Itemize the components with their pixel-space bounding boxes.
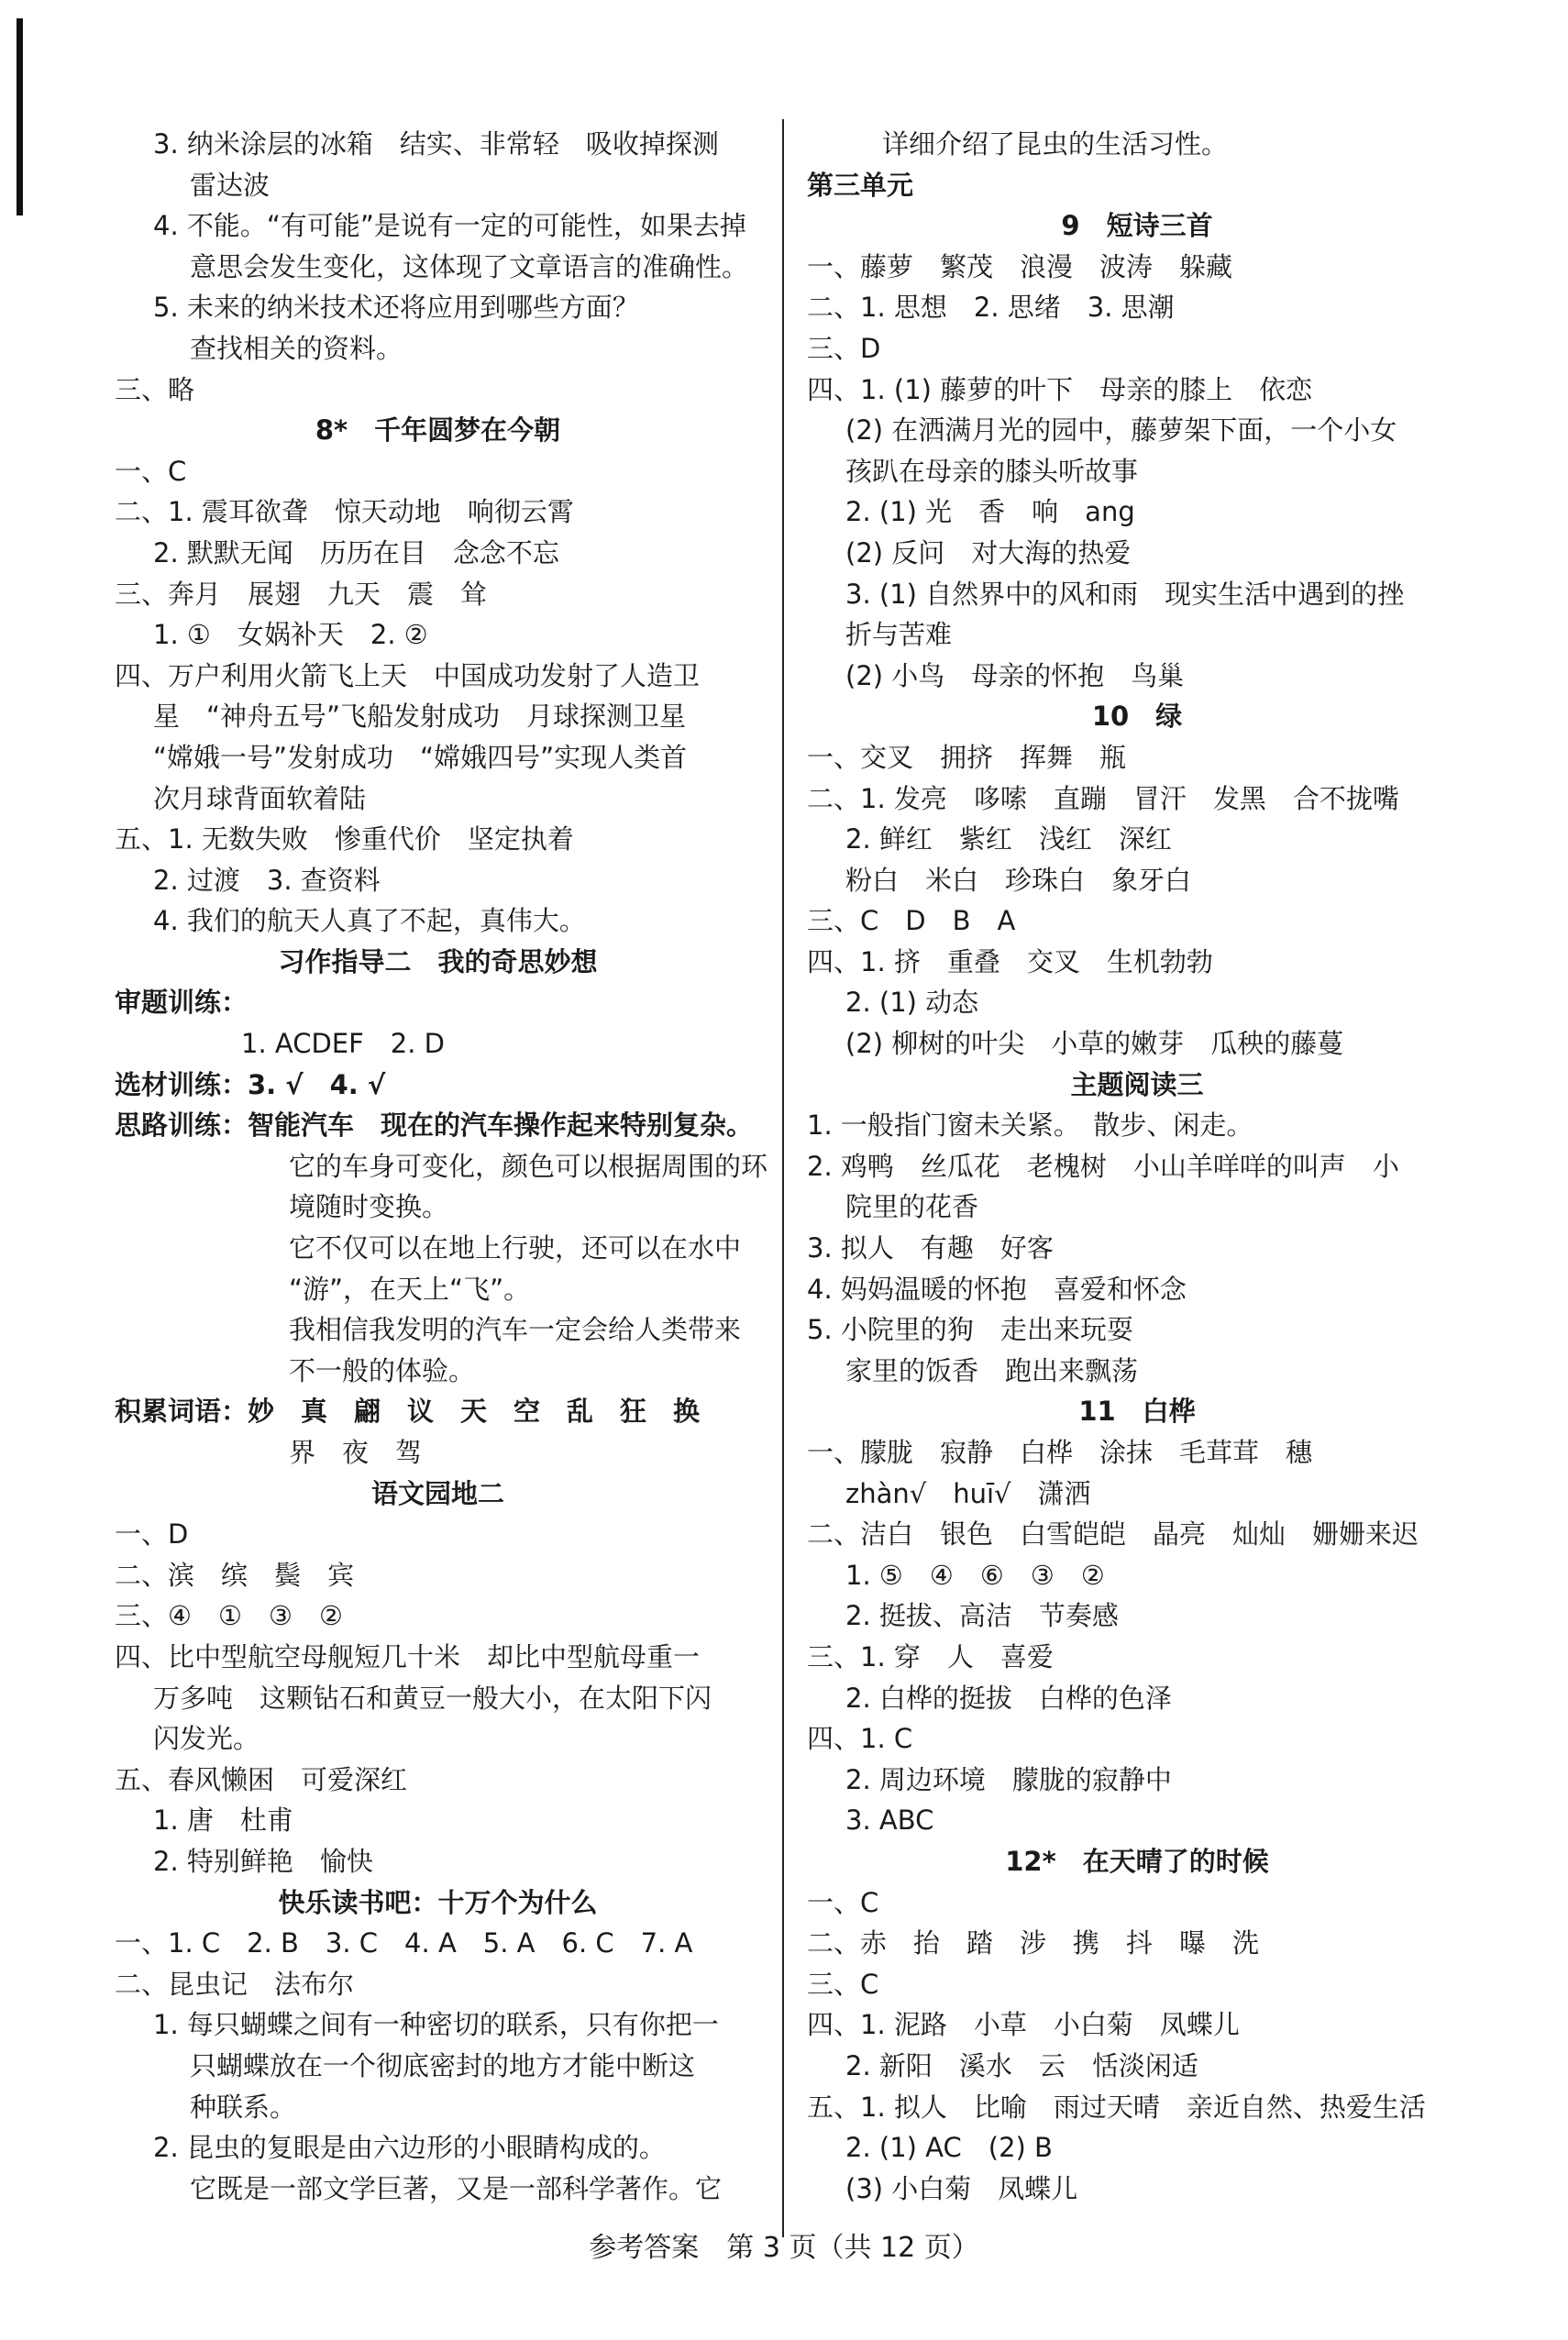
- left-column-line: 只蝴蝶放在一个彻底密封的地方才能中断这: [190, 2049, 696, 2081]
- right-column-line: 二、1. 思想 2. 思绪 3. 思潮: [807, 292, 1175, 324]
- right-column-line: 二、1. 发亮 哆嗦 直蹦 冒汗 发黑 合不拢嘴: [807, 782, 1399, 814]
- left-column-line: 习作指导二 我的奇思妙想: [278, 945, 598, 977]
- left-column-line: 闪发光。: [153, 1723, 260, 1755]
- left-column-line: “嫦娥一号”发射成功 “嫦娥四号”实现人类首: [153, 741, 688, 773]
- left-column-line: 二、1. 震耳欲聋 惊天动地 响彻云霄: [115, 496, 574, 528]
- right-column-line: 一、C: [807, 1886, 879, 1918]
- left-column-line: 审题训练：: [115, 987, 248, 1019]
- left-column-line: 2. 特别鲜艳 愉快: [153, 1845, 373, 1877]
- left-column-line: 二、昆虫记 法布尔: [115, 1968, 355, 2000]
- right-column-line: 三、D: [807, 332, 881, 364]
- right-column-line: 一、朦胧 寂静 白桦 涂抹 毛茸茸 穗: [807, 1437, 1313, 1468]
- right-column-line: 5. 小院里的狗 走出来玩耍: [807, 1314, 1133, 1346]
- right-column-line: 12* 在天晴了的时候: [1005, 1845, 1269, 1877]
- left-column-line: 种联系。: [190, 2091, 297, 2123]
- page-edge-bar: [17, 18, 23, 215]
- right-column-line: 主题阅读三: [1070, 1068, 1204, 1100]
- left-column-line: 1. ACDEF 2. D: [241, 1028, 446, 1060]
- right-column-line: zhàn√ huī√ 潇洒: [845, 1477, 1091, 1509]
- right-column-line: 详细介绍了昆虫的生活习性。: [882, 128, 1229, 160]
- left-column: [115, 124, 768, 2209]
- right-column-line: 粉白 米白 珍珠白 象牙白: [845, 864, 1192, 896]
- left-column-line: 2. 昆虫的复眼是由六边形的小眼睛构成的。: [153, 2132, 666, 2164]
- left-column-line: 4. 不能。“有可能”是说有一定的可能性，如果去掉: [153, 210, 746, 242]
- left-column-line: 3. 纳米涂层的冰箱 结实、非常轻 吸收掉探测: [153, 128, 719, 160]
- left-column-line: 不一般的体验。: [289, 1354, 476, 1386]
- right-column-line: (2) 在洒满月光的园中，藤萝架下面，一个小女: [845, 414, 1397, 447]
- right-column-line: 2. (1) AC (2) B: [845, 2132, 1053, 2164]
- right-column-line: 四、1. (1) 藤萝的叶下 母亲的膝上 依恋: [807, 373, 1313, 405]
- right-column-line: 1. 一般指门窗未关紧。 散步、闲走。: [807, 1109, 1253, 1142]
- right-column-line: 2. (1) 光 香 响 ang: [845, 496, 1135, 528]
- right-column-line: 第三单元: [807, 169, 914, 201]
- left-column-line: 1. 每只蝴蝶之间有一种密切的联系，只有你把一: [153, 2009, 719, 2041]
- left-column-line: 快乐读书吧：十万个为什么: [278, 1886, 598, 1918]
- right-column-line: 9 短诗三首: [1061, 210, 1213, 242]
- left-column-line: 雷达波: [190, 169, 271, 201]
- right-column-line: 三、1. 穿 人 喜爱: [807, 1640, 1054, 1672]
- left-column-line: 2. 默默无闻 历历在目 念念不忘: [153, 536, 559, 568]
- left-column-line: 界 夜 驾: [289, 1437, 423, 1468]
- left-column-line: 四、比中型航空母舰短几十米 却比中型航母重一: [115, 1640, 701, 1672]
- right-column-line: 五、1. 拟人 比喻 雨过天晴 亲近自然、热爱生活: [807, 2091, 1426, 2123]
- left-column-line: 四、万户利用火箭飞上天 中国成功发射了人造卫: [115, 659, 701, 691]
- left-column-line: 二、滨 缤 鬓 宾: [115, 1559, 355, 1591]
- right-column-line: (2) 柳树的叶尖 小草的嫩芽 瓜秧的藤蔓: [845, 1028, 1344, 1060]
- left-column-line: “游”，在天上“飞”。: [289, 1273, 531, 1305]
- right-column-line: (3) 小白菊 凤蝶儿: [845, 2172, 1078, 2204]
- left-column-line: 它的车身可变化，颜色可以根据周围的环: [289, 1150, 768, 1182]
- left-column-line: 境随时变换。: [289, 1191, 449, 1223]
- right-column-line: 2. 周边环境 朦胧的寂静中: [845, 1763, 1172, 1795]
- right-column-line: 三、C D B A: [807, 905, 1016, 937]
- right-column-line: 四、1. 泥路 小草 小白菊 凤蝶儿: [807, 2009, 1240, 2041]
- column-divider: [782, 119, 784, 2237]
- right-column-line: 二、洁白 银色 白雪皑皑 晶亮 灿灿 姗姗来迟: [807, 1518, 1419, 1551]
- left-column-line: 5. 未来的纳米技术还将应用到哪些方面？: [153, 292, 639, 324]
- left-column-line: 积累词语：妙 真 翩 议 天 空 乱 狂 换: [115, 1396, 701, 1428]
- right-column-line: 3. 拟人 有趣 好客: [807, 1232, 1054, 1264]
- left-column-line: 三、略: [115, 373, 195, 405]
- left-column-line: 星 “神舟五号”飞船发射成功 月球探测卫星: [153, 701, 687, 733]
- left-column-line: 它不仅可以在地上行驶，还可以在水中: [289, 1232, 742, 1264]
- right-column-line: 2. 新阳 溪水 云 恬淡闲适: [845, 2049, 1198, 2081]
- right-column-line: 2. 鸡鸭 丝瓜花 老槐树 小山羊咩咩的叫声 小: [807, 1150, 1399, 1182]
- right-column-line: 2. 白桦的挺拔 白桦的色泽: [845, 1682, 1172, 1714]
- left-column-line: 五、春风懒困 可爱深红: [115, 1763, 408, 1795]
- left-column-line: 五、1. 无数失败 惨重代价 坚定执着: [115, 823, 574, 855]
- right-column-line: 家里的饭香 跑出来飘荡: [845, 1354, 1139, 1386]
- right-column-line: 3. (1) 自然界中的风和雨 现实生活中遇到的挫: [845, 578, 1405, 610]
- left-column-line: 4. 我们的航天人真了不起，真伟大。: [153, 905, 586, 937]
- right-column: [807, 124, 1467, 2209]
- left-column-line: 一、C: [115, 455, 187, 487]
- left-column-line: 8* 千年圆梦在今朝: [315, 414, 561, 447]
- right-column-line: 三、C: [807, 1968, 879, 2000]
- right-column-line: 10 绿: [1091, 701, 1183, 733]
- page-footer: 参考答案 第 3 页（共 12 页）: [589, 2232, 979, 2264]
- right-column-line: 11 白桦: [1078, 1396, 1196, 1428]
- right-column-line: 3. ABC: [845, 1805, 934, 1837]
- right-column-line: (2) 小鸟 母亲的怀抱 鸟巢: [845, 659, 1185, 691]
- right-column-line: 二、赤 抬 踏 涉 携 抖 曝 洗: [807, 1927, 1260, 1959]
- right-column-line: 2. 挺拔、高洁 节奏感: [845, 1600, 1119, 1632]
- right-column-line: 四、1. C: [807, 1723, 913, 1755]
- right-column-line: 一、藤萝 繁茂 浪漫 波涛 躲藏: [807, 250, 1233, 282]
- left-column-line: 意思会发生变化，这体现了文章语言的准确性。: [190, 250, 749, 282]
- right-column-line: 2. (1) 动态: [845, 987, 979, 1019]
- right-column-line: 一、交叉 拥挤 挥舞 瓶: [807, 741, 1127, 773]
- left-column-line: 查找相关的资料。: [190, 332, 403, 364]
- left-column-line: 次月球背面软着陆: [153, 782, 367, 814]
- left-column-line: 三、④ ① ③ ②: [115, 1600, 343, 1632]
- left-column-line: 选材训练：3. √ 4. √: [115, 1068, 386, 1100]
- right-column-line: 1. ⑤ ④ ⑥ ③ ②: [845, 1559, 1105, 1591]
- left-column-line: 2. 过渡 3. 查资料: [153, 864, 381, 896]
- right-column-line: 院里的花香: [845, 1191, 979, 1223]
- left-column-line: 一、1. C 2. B 3. C 4. A 5. A 6. C 7. A: [115, 1927, 693, 1959]
- right-column-line: 折与苦难: [845, 619, 953, 651]
- left-column-line: 我相信我发明的汽车一定会给人类带来: [289, 1314, 742, 1346]
- left-column-line: 思路训练：智能汽车 现在的汽车操作起来特别复杂。: [115, 1109, 754, 1142]
- right-column-line: 孩趴在母亲的膝头听故事: [845, 455, 1139, 487]
- left-column-line: 1. ① 女娲补天 2. ②: [153, 619, 428, 651]
- left-column-line: 万多吨 这颗钻石和黄豆一般大小，在太阳下闪: [153, 1682, 712, 1714]
- right-column-line: (2) 反问 对大海的热爱: [845, 536, 1132, 568]
- left-column-line: 它既是一部文学巨著，又是一部科学著作。它: [190, 2172, 723, 2204]
- right-column-line: 四、1. 挤 重叠 交叉 生机勃勃: [807, 945, 1213, 977]
- right-column-line: 4. 妈妈温暖的怀抱 喜爱和怀念: [807, 1273, 1187, 1305]
- left-column-line: 一、D: [115, 1518, 189, 1551]
- left-column-line: 1. 唐 杜甫: [153, 1805, 293, 1837]
- right-column-line: 2. 鲜红 紫红 浅红 深红: [845, 823, 1172, 855]
- left-column-line: 三、奔月 展翅 九天 震 耸: [115, 578, 488, 610]
- left-column-line: 语文园地二: [370, 1477, 504, 1509]
